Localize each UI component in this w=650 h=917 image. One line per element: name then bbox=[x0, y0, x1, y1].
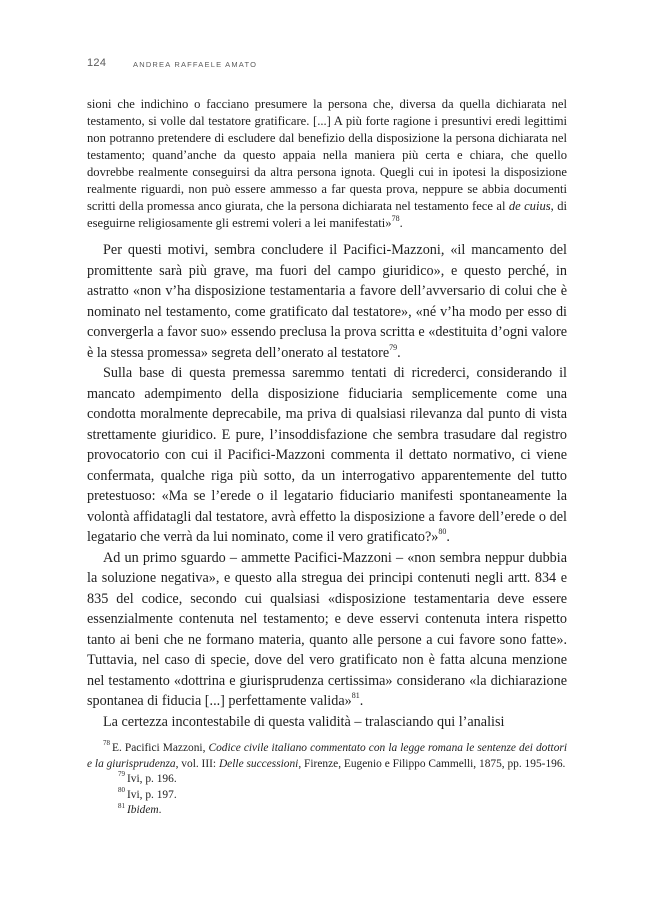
block-quote bbox=[87, 96, 567, 232]
footnote-text: , vol. III: bbox=[175, 757, 219, 770]
paragraph bbox=[87, 240, 567, 363]
footnote-ref-80[interactable]: 80 bbox=[438, 527, 447, 537]
footnote-period: . bbox=[158, 804, 162, 817]
footnote-78 bbox=[87, 741, 567, 772]
footnote-title: Codice civile italiano commentato con la legge romana le sentenze dei dottori e la giurisprudenza bbox=[87, 742, 567, 770]
running-head-author: ANDREA RAFFAELE AMATO bbox=[133, 60, 258, 69]
footnote-text: , Firenze, Eugenio e Filippo Cammelli, 1875, pp. 195-196. bbox=[298, 757, 566, 770]
footnote-ref-81[interactable]: 81 bbox=[351, 691, 360, 701]
paragraph bbox=[87, 363, 567, 548]
footnote-79 bbox=[87, 772, 567, 788]
footnote-number: 78 bbox=[103, 739, 110, 748]
footnote-number: 81 bbox=[118, 801, 125, 810]
paragraph-period: . bbox=[397, 344, 401, 361]
footnote-text: Ivi, p. 197. bbox=[127, 788, 177, 801]
footnote-ref-79[interactable]: 79 bbox=[389, 342, 398, 352]
page-number: 124 bbox=[87, 57, 107, 69]
paragraph-text: La certezza incontestabile di questa validità – tralasciando qui l’analisi bbox=[103, 713, 505, 730]
paragraph-text: Ad un primo sguardo – ammette Pacifici-Mazzoni – «non sembra neppur dubbia la soluzione negativa», e questo alla stregua dei principi contenuti negli artt. 834 e 835 del codice, secondo cui qualsiasi «disposizione testamentaria deve essere essenzialmente contenuta nel testamento; e deve esservi contenuta intera rispetto tanto ai beni che ne formano materia, quanto alle persone a cui favore sono fatte». Tuttavia, nel caso di specie, dove del vero gratificato non è fatta alcuna menzione nel testamento «dottrina e giurisprudenza certissima» considerano «la dichiarazione spontanea di fiducia [...] perfettamente valida» bbox=[87, 549, 567, 709]
footnote-number: 79 bbox=[118, 770, 125, 779]
quote-period: . bbox=[399, 216, 403, 230]
quote-text-end: , di eseguirne religiosamente gli estremi voleri a lei manifestati» bbox=[87, 199, 567, 230]
quote-italic-term: de cuius bbox=[508, 199, 551, 213]
footnote-81 bbox=[87, 803, 567, 819]
paragraph-period: . bbox=[446, 529, 450, 545]
footnote-text: E. Pacifici Mazzoni, bbox=[112, 742, 209, 754]
paragraph-period: . bbox=[359, 693, 364, 709]
footnote-number: 80 bbox=[118, 785, 125, 794]
paragraph-text: Per questi motivi, sembra concludere il Pacifici-Mazzoni, «il mancamento del promittente sarà più grave, ma fuori del campo giuridico», e questo perché, in astratto «non v’ha disposizione testamentaria a favore dell’avversario di colui che è nominato nel testamento, come gratificato dal testatore», «né v’ha modo per esso di convergerla a favor suo» essendo preclusa la prova scritta e «destituita d’ogni valore è la stessa promessa» segreta dell’onerato al testatore bbox=[87, 242, 567, 361]
quote-text: sioni che indichino o facciano presumere la persona che, diversa da quella dichiarata nel testamento, si volle dal testatore gratificare. [...] A più forte ragione i presuntivi eredi legittimi non potranno pretendere di escludere dal benefizio della disposizione la persona dichiarata nel testamento; quand’anche da questo appaia nella maniera più certa e chiara, che quello dovrebbe realmente conseguirsi da altra persona ignota. Quegli cui in ipotesi la disposizione realmente riguardi, non può essere ammesso a far questa prova, neppure se abbia documenti scritti della promessa anco giurata, che la persona dichiarata nel testamento fece al bbox=[87, 97, 567, 213]
footnote-80 bbox=[87, 785, 567, 804]
footnote-text: Ibidem bbox=[127, 804, 159, 817]
running-head bbox=[87, 57, 567, 73]
footnote-subtitle: Delle successioni bbox=[218, 757, 299, 770]
footnotes bbox=[87, 741, 567, 819]
paragraph bbox=[87, 712, 567, 733]
paragraph bbox=[87, 548, 567, 712]
body-text bbox=[87, 240, 567, 732]
paragraph-text: Sulla base di questa premessa saremmo tentati di ricrederci, considerando il mancato adempimento della disposizione fiduciaria semplicemente come una condotta moralmente deprecabile, ma priva di qualsiasi rilevanza dal punto di vista strettamente giuridico. E pure, l’insoddisfazione che sembra trasudare dal registro provocatorio con cui il Pacifici-Mazzoni commenta il dettato normativo, ci viene confermata, qualche riga più sotto, da un interrogativo apparentemente del tutto pretestuoso: «Ma se l’erede o il legatario fiduciario manifesti spontaneamente la volontà affidatagli dal testatore, avrà effetto la disposizione a favore dell’erede o del legatario che verrà da lui nominato, come il vero gratificato?» bbox=[87, 365, 567, 545]
footnote-text: Ivi, p. 196. bbox=[127, 773, 177, 786]
footnote-ref-78[interactable]: 78 bbox=[391, 213, 400, 223]
